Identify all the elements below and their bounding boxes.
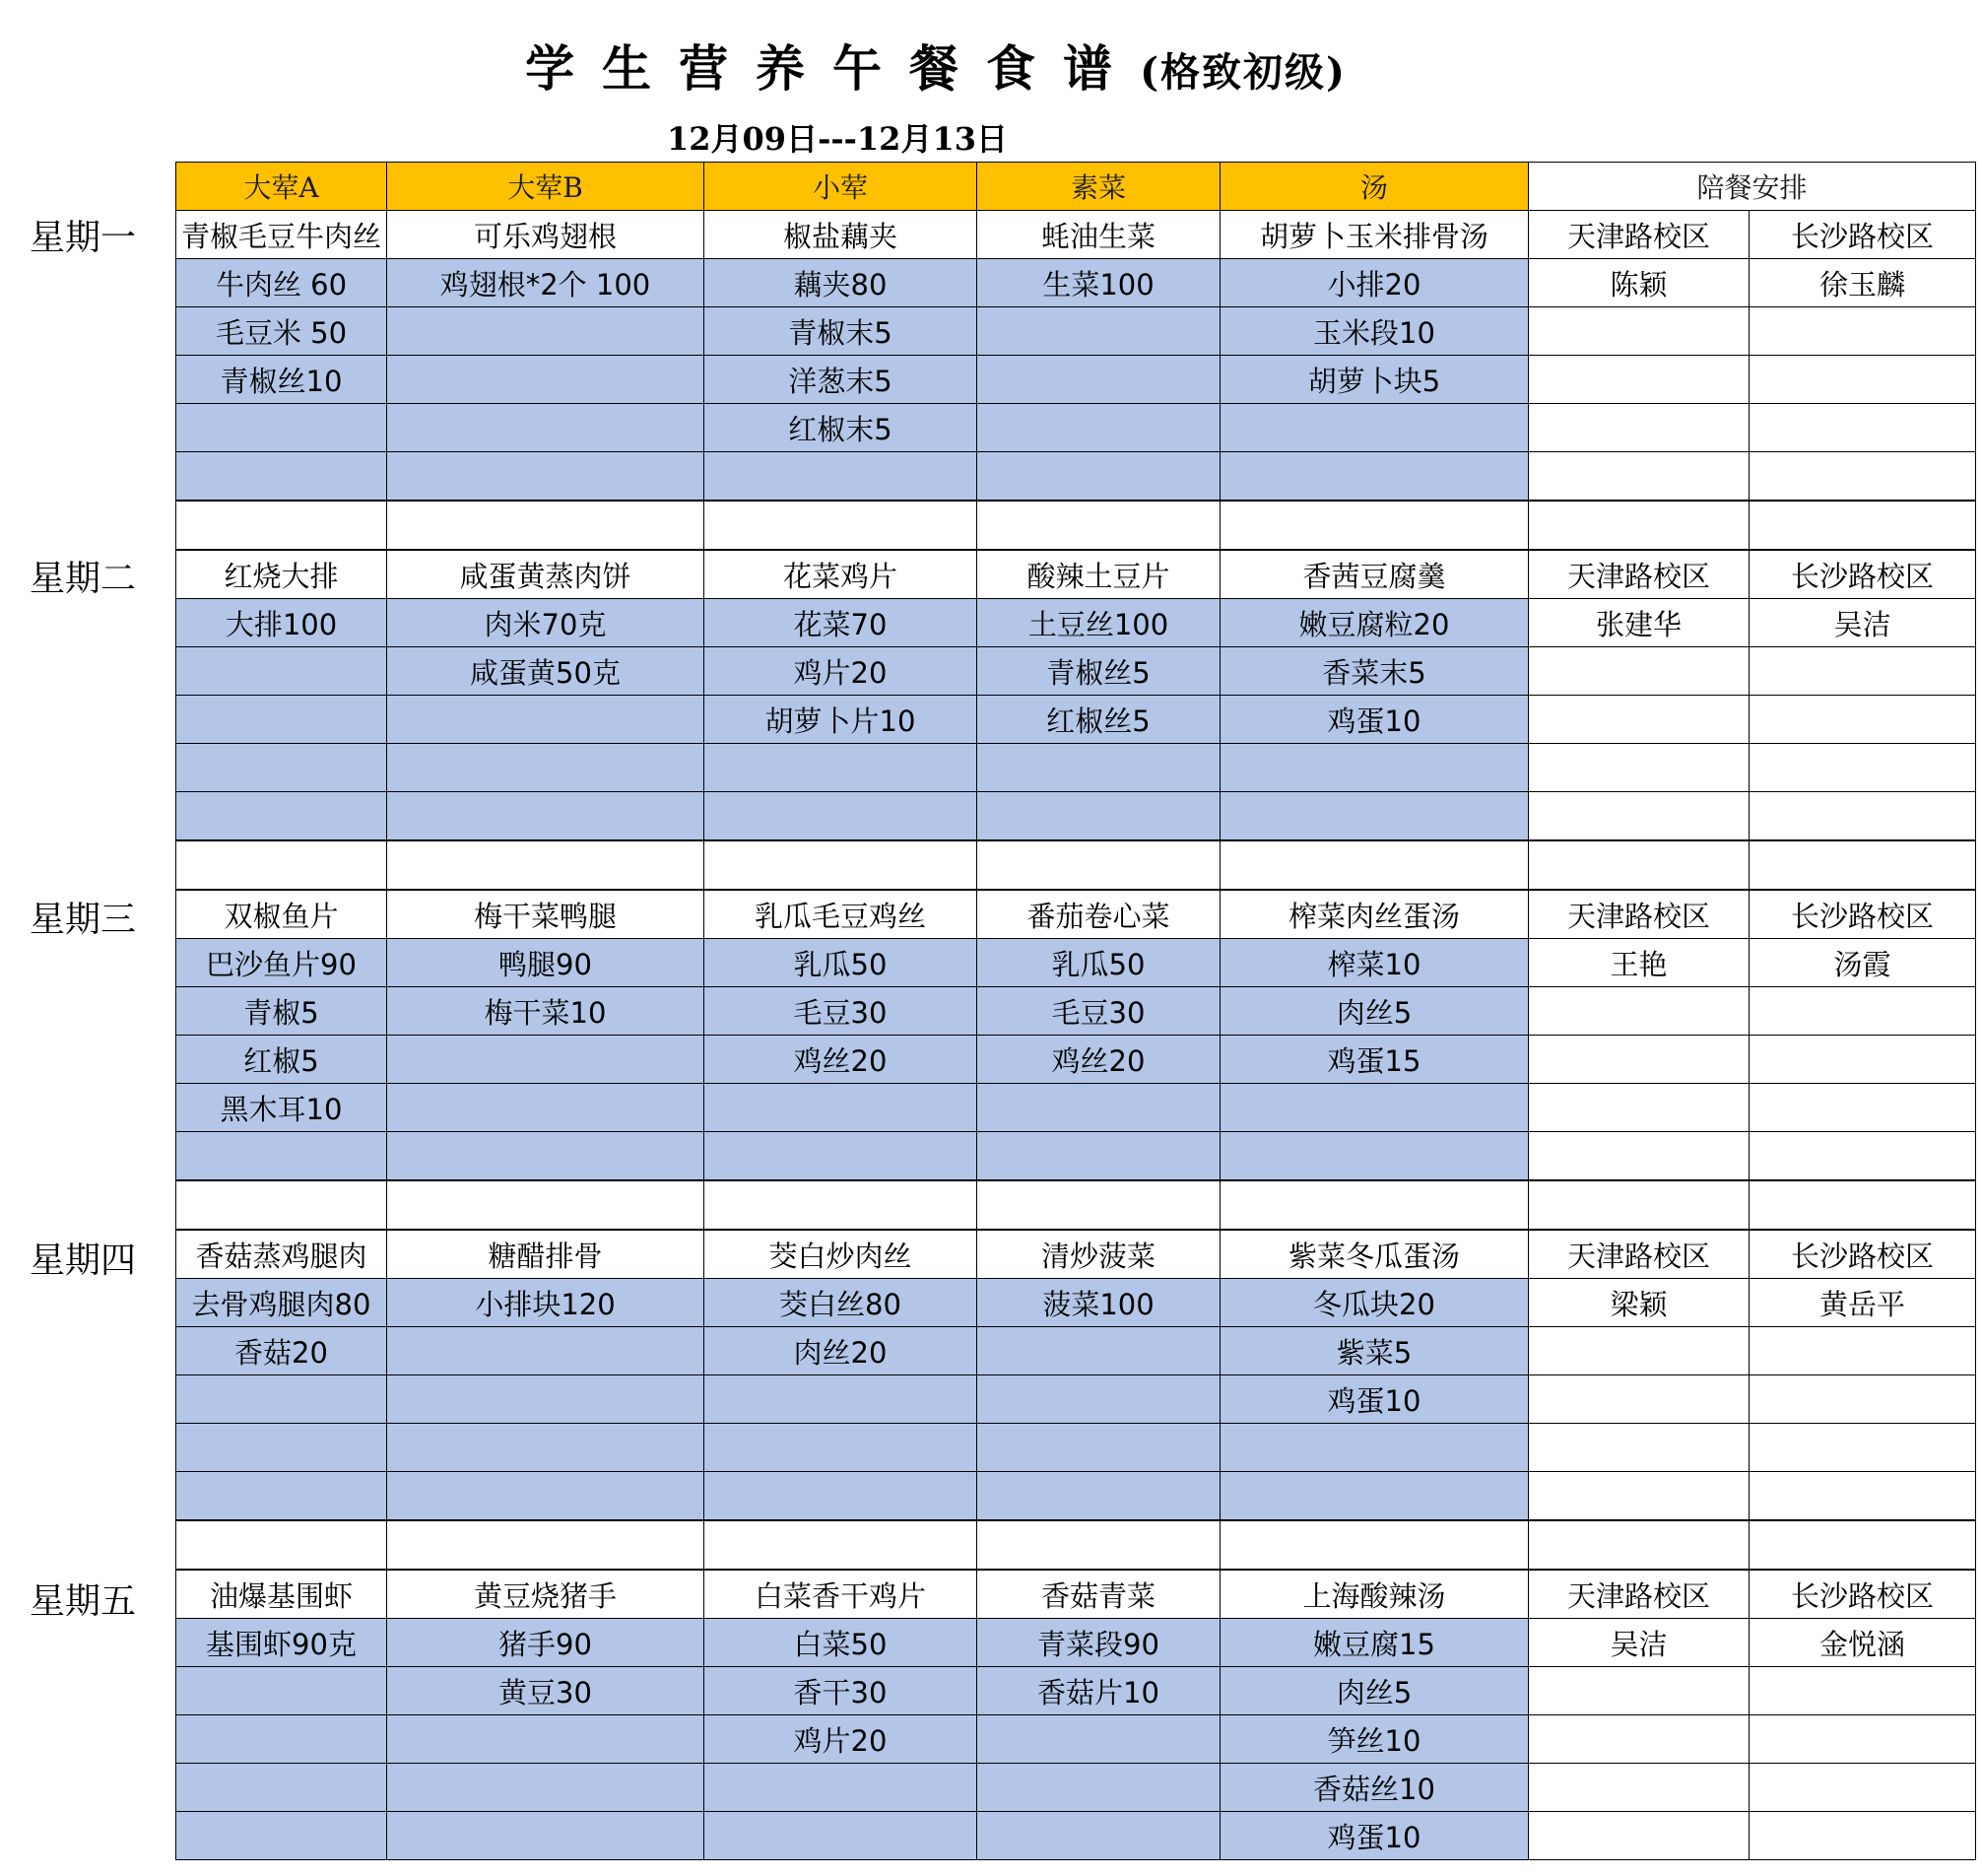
title-suffix: (格致初级): [1140, 49, 1347, 96]
campus-name: 长沙路校区: [1750, 550, 1976, 599]
ingredient-cell: 紫菜5: [1221, 1327, 1529, 1375]
ingredient-cell: [387, 792, 704, 841]
dish-name: 油爆基围虾: [176, 1570, 387, 1619]
ingredient-cell: [977, 1715, 1221, 1764]
dish-name: 上海酸辣汤: [1221, 1570, 1529, 1619]
spacer-cell: [1750, 1180, 1976, 1230]
ingredient-row: [176, 1619, 1976, 1667]
spacer-cell: [704, 501, 977, 550]
staff-name: 张建华: [1529, 599, 1750, 647]
staff-empty: [1529, 1764, 1750, 1812]
staff-empty: [1750, 987, 1976, 1036]
spacer-cell: [1221, 840, 1529, 890]
ingredient-cell: 黄豆30: [387, 1667, 704, 1715]
staff-empty: [1750, 1036, 1976, 1084]
staff-empty: [1529, 452, 1750, 502]
ingredient-row: [176, 1812, 1976, 1860]
ingredient-cell: [977, 307, 1221, 356]
staff-empty: [1750, 1424, 1976, 1472]
ingredient-row: [176, 1764, 1976, 1812]
campus-name: 天津路校区: [1529, 890, 1750, 939]
spacer-cell: [1221, 1520, 1529, 1570]
ingredient-cell: 香干30: [704, 1667, 977, 1715]
ingredient-cell: [704, 1472, 977, 1521]
ingredient-cell: [704, 1424, 977, 1472]
ingredient-cell: 鸡片20: [704, 1715, 977, 1764]
ingredient-cell: [977, 1084, 1221, 1132]
staff-name: 黄岳平: [1750, 1279, 1976, 1327]
dish-name: 可乐鸡翅根: [387, 211, 704, 259]
spacer-cell: [977, 1520, 1221, 1570]
ingredient-cell: 毛豆30: [977, 987, 1221, 1036]
campus-name: 长沙路校区: [1750, 890, 1976, 939]
ingredient-cell: [977, 1132, 1221, 1181]
column-header: 汤: [1221, 163, 1529, 211]
ingredient-cell: [387, 1715, 704, 1764]
campus-name: 天津路校区: [1529, 1570, 1750, 1619]
staff-empty: [1529, 307, 1750, 356]
ingredient-cell: [387, 696, 704, 744]
staff-empty: [1750, 1084, 1976, 1132]
dish-name: 黄豆烧猪手: [387, 1570, 704, 1619]
ingredient-row: [176, 452, 1976, 502]
ingredient-cell: 红椒丝5: [977, 696, 1221, 744]
dish-name: 胡萝卜玉米排骨汤: [1221, 211, 1529, 259]
dish-name: 番茄卷心菜: [977, 890, 1221, 939]
ingredient-row: [176, 1424, 1976, 1472]
ingredient-cell: [977, 792, 1221, 841]
staff-empty: [1750, 647, 1976, 696]
staff-empty: [1529, 1375, 1750, 1424]
staff-empty: [1529, 696, 1750, 744]
staff-empty: [1529, 792, 1750, 841]
dish-name: 香菇青菜: [977, 1570, 1221, 1619]
dish-row: [176, 1570, 1976, 1619]
ingredient-cell: [977, 1812, 1221, 1860]
title-main: 学生营养午餐食谱: [525, 39, 1141, 98]
ingredient-cell: [977, 744, 1221, 792]
dish-name: 梅干菜鸭腿: [387, 890, 704, 939]
ingredient-cell: [977, 356, 1221, 404]
staff-empty: [1529, 1715, 1750, 1764]
column-header: 大荤A: [176, 163, 387, 211]
staff-empty: [1529, 1036, 1750, 1084]
ingredient-cell: [176, 1812, 387, 1860]
ingredient-cell: [387, 1812, 704, 1860]
spacer-cell: [387, 1520, 704, 1570]
spacer-cell: [387, 1180, 704, 1230]
staff-empty: [1750, 404, 1976, 452]
spacer-cell: [1221, 501, 1529, 550]
staff-empty: [1750, 1812, 1976, 1860]
ingredient-cell: 去骨鸡腿肉80: [176, 1279, 387, 1327]
ingredient-cell: [176, 1424, 387, 1472]
ingredient-cell: [176, 792, 387, 841]
dish-name: 酸辣土豆片: [977, 550, 1221, 599]
staff-name: 徐玉麟: [1750, 259, 1976, 307]
column-header-accompany: 陪餐安排: [1529, 163, 1976, 211]
ingredient-cell: 毛豆30: [704, 987, 977, 1036]
ingredient-cell: [704, 1084, 977, 1132]
staff-name: 王艳: [1529, 939, 1750, 987]
staff-empty: [1750, 1327, 1976, 1375]
ingredient-row: [176, 744, 1976, 792]
spacer-cell: [704, 1180, 977, 1230]
staff-empty: [1750, 1472, 1976, 1521]
dish-name: 榨菜肉丝蛋汤: [1221, 890, 1529, 939]
ingredient-cell: 白菜50: [704, 1619, 977, 1667]
spacer-cell: [704, 1520, 977, 1570]
ingredient-cell: 乳瓜50: [704, 939, 977, 987]
day-label: 星期二: [30, 559, 137, 600]
spacer-cell: [176, 1180, 387, 1230]
campus-name: 长沙路校区: [1750, 1570, 1976, 1619]
ingredient-row: [176, 599, 1976, 647]
ingredient-cell: 小排块120: [387, 1279, 704, 1327]
ingredient-cell: 红椒5: [176, 1036, 387, 1084]
ingredient-row: [176, 1715, 1976, 1764]
ingredient-cell: 猪手90: [387, 1619, 704, 1667]
staff-name: 吴洁: [1529, 1619, 1750, 1667]
ingredient-cell: [387, 307, 704, 356]
day-label: 星期三: [30, 900, 137, 940]
dish-name: 椒盐藕夹: [704, 211, 977, 259]
ingredient-cell: 菠菜100: [977, 1279, 1221, 1327]
dish-name: 糖醋排骨: [387, 1230, 704, 1279]
dish-name: 清炒菠菜: [977, 1230, 1221, 1279]
ingredient-row: [176, 792, 1976, 841]
ingredient-cell: 基围虾90克: [176, 1619, 387, 1667]
staff-empty: [1750, 1132, 1976, 1181]
ingredient-cell: 藕夹80: [704, 259, 977, 307]
spacer-cell: [1750, 840, 1976, 890]
staff-empty: [1750, 792, 1976, 841]
spacer-row: [176, 1520, 1976, 1570]
ingredient-cell: [1221, 1132, 1529, 1181]
ingredient-cell: 大排100: [176, 599, 387, 647]
dish-name: 红烧大排: [176, 550, 387, 599]
ingredient-cell: 茭白丝80: [704, 1279, 977, 1327]
ingredient-row: [176, 1667, 1976, 1715]
ingredient-cell: 嫩豆腐15: [1221, 1619, 1529, 1667]
column-header: 大荤B: [387, 163, 704, 211]
ingredient-row: [176, 404, 1976, 452]
spacer-cell: [704, 840, 977, 890]
ingredient-cell: [387, 744, 704, 792]
ingredient-cell: 红椒末5: [704, 404, 977, 452]
ingredient-cell: [387, 1084, 704, 1132]
campus-name: 天津路校区: [1529, 1230, 1750, 1279]
ingredient-row: [176, 259, 1976, 307]
staff-empty: [1750, 1715, 1976, 1764]
ingredient-cell: 鸡蛋15: [1221, 1036, 1529, 1084]
ingredient-cell: 榨菜10: [1221, 939, 1529, 987]
ingredient-cell: [704, 452, 977, 502]
campus-name: 长沙路校区: [1750, 211, 1976, 259]
staff-empty: [1529, 1472, 1750, 1521]
staff-empty: [1529, 1812, 1750, 1860]
spacer-row: [176, 1180, 1976, 1230]
spacer-cell: [1529, 840, 1750, 890]
column-header: 素菜: [977, 163, 1221, 211]
ingredient-cell: [387, 1375, 704, 1424]
staff-empty: [1529, 1132, 1750, 1181]
day-label: 星期一: [30, 218, 137, 259]
staff-name: 吴洁: [1750, 599, 1976, 647]
ingredient-cell: [977, 404, 1221, 452]
dish-name: 花菜鸡片: [704, 550, 977, 599]
ingredient-cell: 青椒末5: [704, 307, 977, 356]
ingredient-row: [176, 1036, 1976, 1084]
ingredient-cell: [176, 1132, 387, 1181]
ingredient-cell: 肉丝5: [1221, 1667, 1529, 1715]
ingredient-cell: [176, 1715, 387, 1764]
dish-name: 乳瓜毛豆鸡丝: [704, 890, 977, 939]
ingredient-cell: 鸡蛋10: [1221, 1375, 1529, 1424]
staff-name: 金悦涵: [1750, 1619, 1976, 1667]
ingredient-cell: [704, 1764, 977, 1812]
ingredient-cell: [387, 1132, 704, 1181]
ingredient-cell: [176, 1472, 387, 1521]
spacer-cell: [1529, 501, 1750, 550]
ingredient-cell: 小排20: [1221, 259, 1529, 307]
ingredient-cell: [176, 452, 387, 502]
ingredient-cell: 香菇20: [176, 1327, 387, 1375]
ingredient-cell: [704, 1375, 977, 1424]
ingredient-cell: [704, 1132, 977, 1181]
spacer-cell: [1529, 1520, 1750, 1570]
spacer-cell: [977, 840, 1221, 890]
staff-empty: [1750, 696, 1976, 744]
spacer-cell: [977, 501, 1221, 550]
ingredient-cell: [977, 1327, 1221, 1375]
ingredient-row: [176, 1327, 1976, 1375]
ingredient-cell: 鸡蛋10: [1221, 696, 1529, 744]
ingredient-cell: 香菜末5: [1221, 647, 1529, 696]
date-range: 12月09日---12月13日: [667, 120, 1008, 158]
spacer-row: [176, 840, 1976, 890]
spacer-row: [176, 501, 1976, 550]
ingredient-cell: [176, 744, 387, 792]
ingredient-cell: 生菜100: [977, 259, 1221, 307]
ingredient-cell: 肉米70克: [387, 599, 704, 647]
ingredient-row: [176, 1375, 1976, 1424]
ingredient-row: [176, 356, 1976, 404]
ingredient-cell: [977, 1375, 1221, 1424]
ingredient-cell: [176, 1375, 387, 1424]
ingredient-cell: [176, 696, 387, 744]
staff-empty: [1529, 1084, 1750, 1132]
ingredient-row: [176, 939, 1976, 987]
ingredient-cell: [387, 1764, 704, 1812]
ingredient-row: [176, 307, 1976, 356]
staff-name: 陈颖: [1529, 259, 1750, 307]
spacer-cell: [1750, 1520, 1976, 1570]
spacer-cell: [1221, 1180, 1529, 1230]
staff-empty: [1750, 307, 1976, 356]
ingredient-cell: [977, 1424, 1221, 1472]
page-title: [296, 22, 1576, 116]
staff-empty: [1529, 1667, 1750, 1715]
day-label: 星期四: [30, 1240, 137, 1281]
ingredient-cell: 香菇片10: [977, 1667, 1221, 1715]
dish-name: 蚝油生菜: [977, 211, 1221, 259]
staff-empty: [1750, 1764, 1976, 1812]
ingredient-cell: 青椒丝5: [977, 647, 1221, 696]
dish-row: [176, 211, 1976, 259]
ingredient-cell: 鸡丝20: [977, 1036, 1221, 1084]
ingredient-cell: [1221, 1472, 1529, 1521]
staff-empty: [1529, 744, 1750, 792]
ingredient-cell: 青椒5: [176, 987, 387, 1036]
spacer-cell: [1750, 501, 1976, 550]
ingredient-cell: 牛肉丝 60: [176, 259, 387, 307]
staff-empty: [1750, 1667, 1976, 1715]
ingredient-cell: 香菇丝10: [1221, 1764, 1529, 1812]
staff-empty: [1529, 404, 1750, 452]
staff-empty: [1529, 356, 1750, 404]
ingredient-row: [176, 987, 1976, 1036]
ingredient-cell: 鸭腿90: [387, 939, 704, 987]
dish-name: 紫菜冬瓜蛋汤: [1221, 1230, 1529, 1279]
ingredient-cell: [977, 452, 1221, 502]
ingredient-cell: [704, 792, 977, 841]
ingredient-cell: [387, 356, 704, 404]
ingredient-cell: [387, 1036, 704, 1084]
ingredient-cell: 毛豆米 50: [176, 307, 387, 356]
ingredient-cell: [387, 1327, 704, 1375]
dish-name: 香菇蒸鸡腿肉: [176, 1230, 387, 1279]
ingredient-cell: 胡萝卜片10: [704, 696, 977, 744]
dish-row: [176, 1230, 1976, 1279]
ingredient-cell: [176, 404, 387, 452]
ingredient-cell: 黑木耳10: [176, 1084, 387, 1132]
ingredient-row: [176, 1132, 1976, 1181]
staff-empty: [1529, 1424, 1750, 1472]
staff-empty: [1529, 1327, 1750, 1375]
dish-name: 青椒毛豆牛肉丝: [176, 211, 387, 259]
ingredient-cell: 笋丝10: [1221, 1715, 1529, 1764]
ingredient-cell: 鸡翅根*2个 100: [387, 259, 704, 307]
ingredient-cell: [387, 1424, 704, 1472]
ingredient-cell: [1221, 792, 1529, 841]
staff-empty: [1750, 452, 1976, 502]
dish-name: 咸蛋黄蒸肉饼: [387, 550, 704, 599]
ingredient-cell: [1221, 1424, 1529, 1472]
ingredient-cell: 梅干菜10: [387, 987, 704, 1036]
day-label: 星期五: [30, 1580, 137, 1622]
campus-name: 天津路校区: [1529, 550, 1750, 599]
ingredient-cell: 冬瓜块20: [1221, 1279, 1529, 1327]
ingredient-cell: [1221, 744, 1529, 792]
ingredient-cell: [387, 1472, 704, 1521]
ingredient-row: [176, 1084, 1976, 1132]
ingredient-cell: 青椒丝10: [176, 356, 387, 404]
spacer-cell: [176, 840, 387, 890]
ingredient-cell: 鸡片20: [704, 647, 977, 696]
spacer-cell: [176, 1520, 387, 1570]
menu-table: [175, 162, 1976, 1860]
spacer-cell: [387, 840, 704, 890]
ingredient-cell: [176, 1667, 387, 1715]
ingredient-cell: [387, 452, 704, 502]
staff-empty: [1529, 987, 1750, 1036]
ingredient-cell: 胡萝卜块5: [1221, 356, 1529, 404]
spacer-cell: [176, 501, 387, 550]
ingredient-cell: [176, 647, 387, 696]
ingredient-cell: 肉丝5: [1221, 987, 1529, 1036]
dish-name: 茭白炒肉丝: [704, 1230, 977, 1279]
ingredient-cell: [1221, 404, 1529, 452]
spacer-cell: [387, 501, 704, 550]
ingredient-cell: [1221, 452, 1529, 502]
staff-name: 汤霞: [1750, 939, 1976, 987]
ingredient-cell: 青菜段90: [977, 1619, 1221, 1667]
dish-row: [176, 890, 1976, 939]
ingredient-cell: 咸蛋黄50克: [387, 647, 704, 696]
staff-empty: [1750, 1375, 1976, 1424]
dish-name: 双椒鱼片: [176, 890, 387, 939]
staff-empty: [1750, 356, 1976, 404]
ingredient-row: [176, 1472, 1976, 1521]
staff-empty: [1529, 647, 1750, 696]
campus-name: 天津路校区: [1529, 211, 1750, 259]
ingredient-cell: [387, 404, 704, 452]
ingredient-cell: 肉丝20: [704, 1327, 977, 1375]
ingredient-cell: 巴沙鱼片90: [176, 939, 387, 987]
ingredient-cell: 鸡丝20: [704, 1036, 977, 1084]
ingredient-cell: [1221, 1084, 1529, 1132]
ingredient-cell: 乳瓜50: [977, 939, 1221, 987]
column-header: 小荤: [704, 163, 977, 211]
ingredient-cell: [977, 1764, 1221, 1812]
ingredient-cell: [977, 1472, 1221, 1521]
dish-name: 香茜豆腐羹: [1221, 550, 1529, 599]
spacer-cell: [1529, 1180, 1750, 1230]
dish-row: [176, 550, 1976, 599]
ingredient-cell: 洋葱末5: [704, 356, 977, 404]
dish-name: 白菜香干鸡片: [704, 1570, 977, 1619]
ingredient-row: [176, 696, 1976, 744]
ingredient-cell: 嫩豆腐粒20: [1221, 599, 1529, 647]
ingredient-row: [176, 647, 1976, 696]
campus-name: 长沙路校区: [1750, 1230, 1976, 1279]
ingredient-cell: [176, 1764, 387, 1812]
ingredient-cell: 花菜70: [704, 599, 977, 647]
ingredient-row: [176, 1279, 1976, 1327]
ingredient-cell: [704, 744, 977, 792]
ingredient-cell: 土豆丝100: [977, 599, 1221, 647]
spacer-cell: [977, 1180, 1221, 1230]
ingredient-cell: 鸡蛋10: [1221, 1812, 1529, 1860]
staff-empty: [1750, 744, 1976, 792]
header-row: [176, 163, 1976, 211]
ingredient-cell: [704, 1812, 977, 1860]
ingredient-cell: 玉米段10: [1221, 307, 1529, 356]
staff-name: 梁颖: [1529, 1279, 1750, 1327]
